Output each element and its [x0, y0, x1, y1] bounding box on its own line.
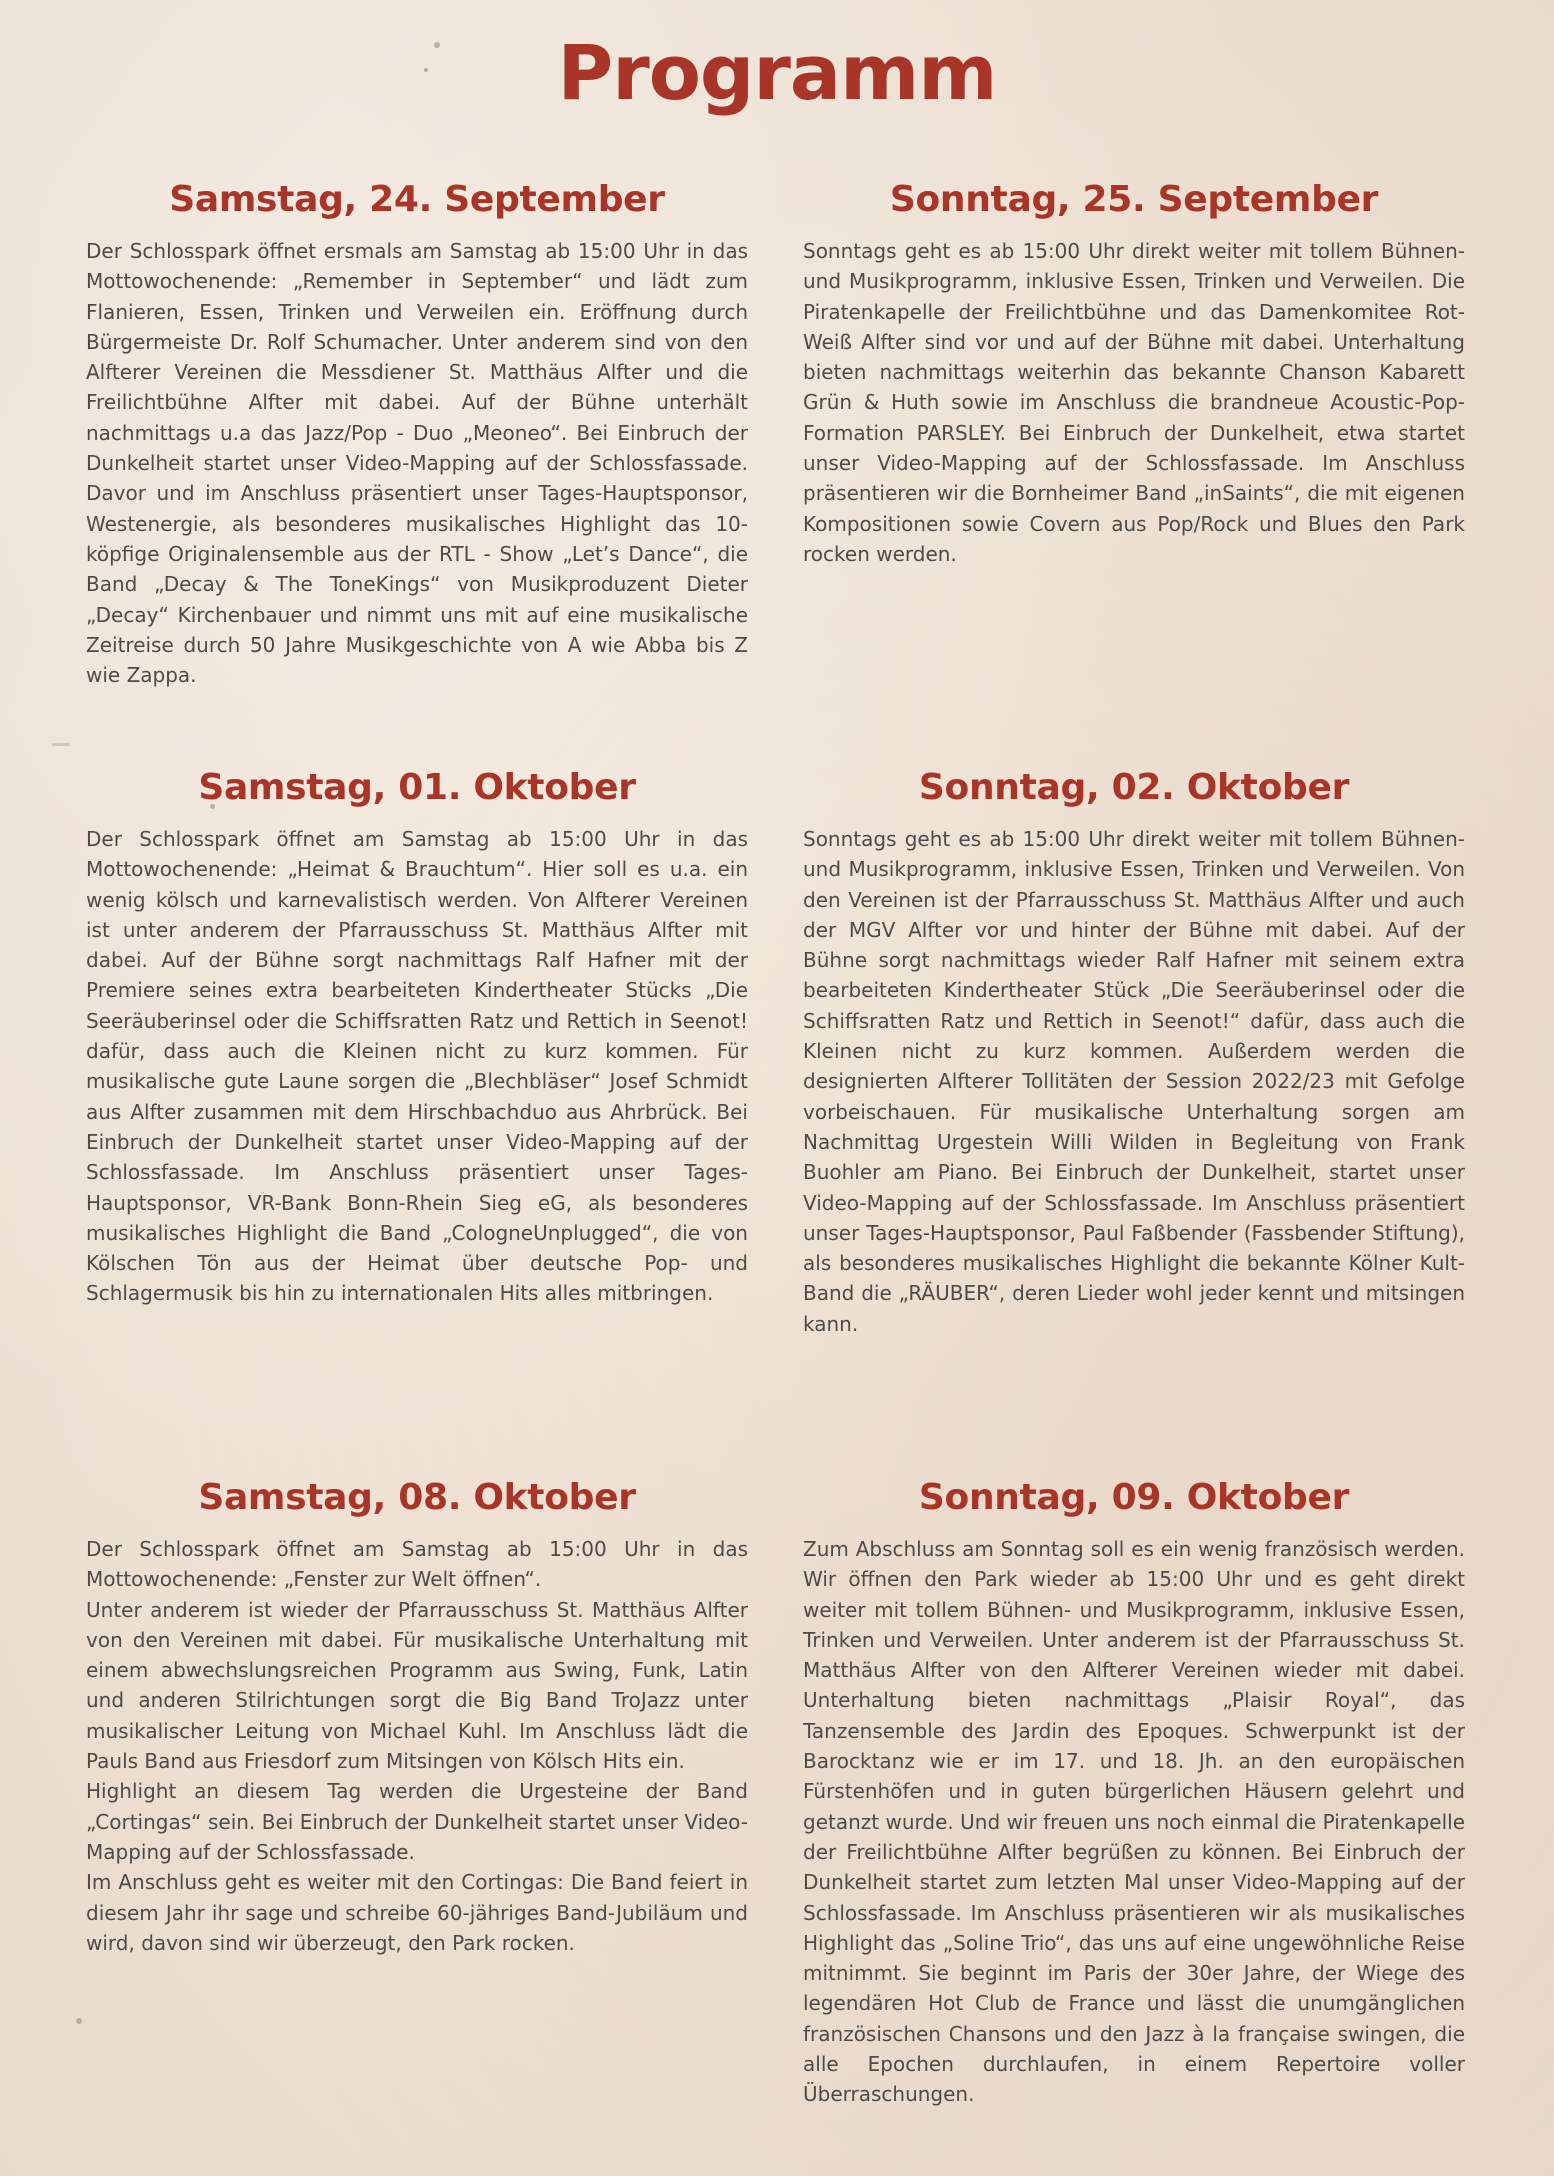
day-heading: Samstag, 01. Oktober — [198, 767, 636, 808]
day-description: Sonntags geht es ab 15:00 Uhr direkt weiter mit tollem Bühnen- und Musikprogramm, inklusive Essen, Trinken und Verweilen. Die Piratenkapelle der Freilichtbühne und das Damenkomitee Rot-Weiß Alfter sind vor und auf der Bühne mit dabei. Unterhaltung bieten nachmittags weiterhin das bekannte Chanson Kabarett Grün & Huth sowie im Anschluss die brandneue Acoustic-Pop-Formation PARSLEY. Bei Einbruch der Dunkelheit, etwa startet unser Video-Mapping auf der Schlossfassade. Im Anschluss präsentieren wir die Bornheimer Band „inSaints“, die mit eigenen Kompositionen sowie Covern aus Pop/Rock und Blues den Park rocken werden. — [803, 239, 1465, 566]
paper-speck — [76, 2018, 82, 2024]
day-heading: Samstag, 24. September — [169, 179, 665, 220]
day-description: Der Schlosspark öffnet am Samstag ab 15:00 Uhr in das Mottowochenende: „Fenster zur Welt öffnen“. Unter anderem ist wieder der Pfarrausschuss St. Matthäus Alfter von den Vereinen mit dabei. Für musikalische Unterhaltung mit einem abwechslungsreichen Programm aus Swing, Funk, Latin und anderen Stilrichtungen sorgt die Big Band TroJazz unter musikalischer Leitung von Michael Kuhl. Im Anschluss lädt die Pauls Band aus Friesdorf zum Mitsingen von Kölsch Hits ein. Highlight an diesem Tag werden die Urgesteine der Band „Cortingas“ sein. Bei Einbruch der Dunkelheit startet unser Video-Mapping auf der Schlossfassade. Im Anschluss geht es weiter mit den Cortingas: Die Band feiert in diesem Jahr ihr sage und schreibe 60-jähriges Band-Jubiläum und wird, davon sind wir überzeugt, den Park rocken. — [86, 1537, 748, 1955]
program-day-samstag-01-oktober — [86, 766, 748, 1309]
day-heading: Sonntag, 25. September — [889, 179, 1379, 220]
page-title: Programm — [557, 28, 997, 117]
day-description: Der Schlosspark öffnet am Samstag ab 15:00 Uhr in das Mottowochenende: „Heimat & Brauchtum“. Hier soll es u.a. ein wenig kölsch und karnevalistisch werden. Von Alfterer Vereinen ist unter anderem der Pfarrausschuss St. Matthäus Alfter mit dabei. Auf der Bühne sorgt nachmittags Ralf Hafner mit der Premiere seines extra bearbeiteten Kindertheater Stücks „Die Seeräuberinsel oder die Schiffsratten Ratz und Rettich in Seenot! dafür, dass auch die Kleinen nicht zu kurz kommen. Für musikalische gute Laune sorgen die „Blechbläser“ Josef Schmidt aus Alfter zusammen mit dem Hirschbachduo aus Ahrbrück. Bei Einbruch der Dunkelheit startet unser Video-Mapping auf der Schlossfassade. Im Anschluss präsentiert unser Tages-Hauptsponsor, VR-Bank Bonn-Rhein Sieg eG, als besonderes musikalisches Highlight die Band „CologneUnplugged“, die von Kölschen Tön aus der Heimat über deutsche Pop- und Schlagermusik bis hin zu internationalen Hits alles mitbringen. — [86, 827, 748, 1306]
program-day-sonntag-02-oktober — [803, 766, 1465, 1339]
day-description: Zum Abschluss am Sonntag soll es ein wenig französisch werden. Wir öffnen den Park wieder ab 15:00 Uhr und es geht direkt weiter mit tollem Bühnen- und Musikprogramm, inklusive Essen, Trinken und Verweilen. Unter anderem ist der Pfarrausschuss St. Matthäus Alfter von den Alfterer Vereinen wieder mit dabei. Unterhaltung bieten nachmittags „Plaisir Royal“, das Tanzensemble des Jardin des Epoques. Schwerpunkt ist der Barocktanz wie er im 17. und 18. Jh. an den europäischen Fürstenhöfen und in guten bürgerlichen Häusern gelehrt und getanzt wurde. Und wir freuen uns noch einmal die Piratenkapelle der Freilichtbühne Alfter begrüßen zu können. Bei Einbruch der Dunkelheit startet zum letzten Mal unser Video-Mapping auf der Schlossfassade. Im Anschluss präsentieren wir als musikalisches Highlight das „Soline Trio“, das uns auf eine ungewöhnliche Reise mitnimmt. Sie beginnt im Paris der 30er Jahre, der Wiege des legendären Hot Club de France und lässt die unumgänglichen französischen Chansons und den Jazz à la française swingen, die alle Epochen durchlaufen, in einem Repertoire voller Überraschungen. — [803, 1537, 1465, 2107]
day-heading: Samstag, 08. Oktober — [198, 1477, 636, 1518]
paper-speck — [52, 743, 70, 746]
program-day-samstag-08-oktober — [86, 1476, 748, 1958]
day-description: Der Schlosspark öffnet ersmals am Samstag ab 15:00 Uhr in das Mottowochenende: „Remember in September“ und lädt zum Flanieren, Essen, Trinken und Verweilen ein. Eröffnung durch Bürgermeiste Dr. Rolf Schumacher. Unter anderem sind von den Alfterer Vereinen die Messdiener St. Matthäus Alfter und die Freilichtbühne Alfter mit dabei. Auf der Bühne unterhält nachmittags u.a das Jazz/Pop - Duo „Meoneo“. Bei Einbruch der Dunkelheit startet unser Video-Mapping auf der Schlossfassade. Davor und im Anschluss präsentiert unser Tages-Hauptsponsor, Westenergie, als besonderes musikalisches Highlight das 10-köpfige Originalensemble aus der RTL - Show „Let’s Dance“, die Band „Decay & The ToneKings“ von Musikproduzent Dieter „Decay“ Kirchenbauer und nimmt uns mit auf eine musikalische Zeitreise durch 50 Jahre Musikgeschichte von A wie Abba bis Z wie Zappa. — [86, 239, 748, 688]
program-day-samstag-24-september — [86, 178, 748, 690]
day-description: Sonntags geht es ab 15:00 Uhr direkt weiter mit tollem Bühnen- und Musikprogramm, inklusive Essen, Trinken und Verweilen. Von den Vereinen ist der Pfarrausschuss St. Matthäus Alfter und auch der MGV Alfter vor und hinter der Bühne mit dabei. Auf der Bühne sorgt nachmittags wieder Ralf Hafner mit seinem extra bearbeiteten Kindertheater Stück „Die Seeräuberinsel oder die Schiffsratten Ratz und Rettich in Seenot!“ dafür, dass auch die Kleinen nicht zu kurz kommen. Außerdem werden die designierten Alfterer Tollitäten der Session 2022/23 mit Gefolge vorbeischauen. Für musikalische Unterhaltung sorgen am Nachmittag Urgestein Willi Wilden in Begleitung von Frank Buohler am Piano. Bei Einbruch der Dunkelheit, startet unser Video-Mapping auf der Schlossfassade. Im Anschluss präsentiert unser Tages-Hauptsponsor, Paul Faßbender (Fassbender Stiftung), als besonderes musikalisches Highlight die bekannte Kölner Kult-Band die „RÄUBER“, deren Lieder wohl jeder kennt und mitsingen kann. — [803, 827, 1465, 1336]
program-day-sonntag-09-oktober — [803, 1476, 1465, 2110]
day-heading: Sonntag, 09. Oktober — [918, 1477, 1350, 1518]
day-heading: Sonntag, 02. Oktober — [918, 767, 1350, 808]
program-day-sonntag-25-september — [803, 178, 1465, 569]
